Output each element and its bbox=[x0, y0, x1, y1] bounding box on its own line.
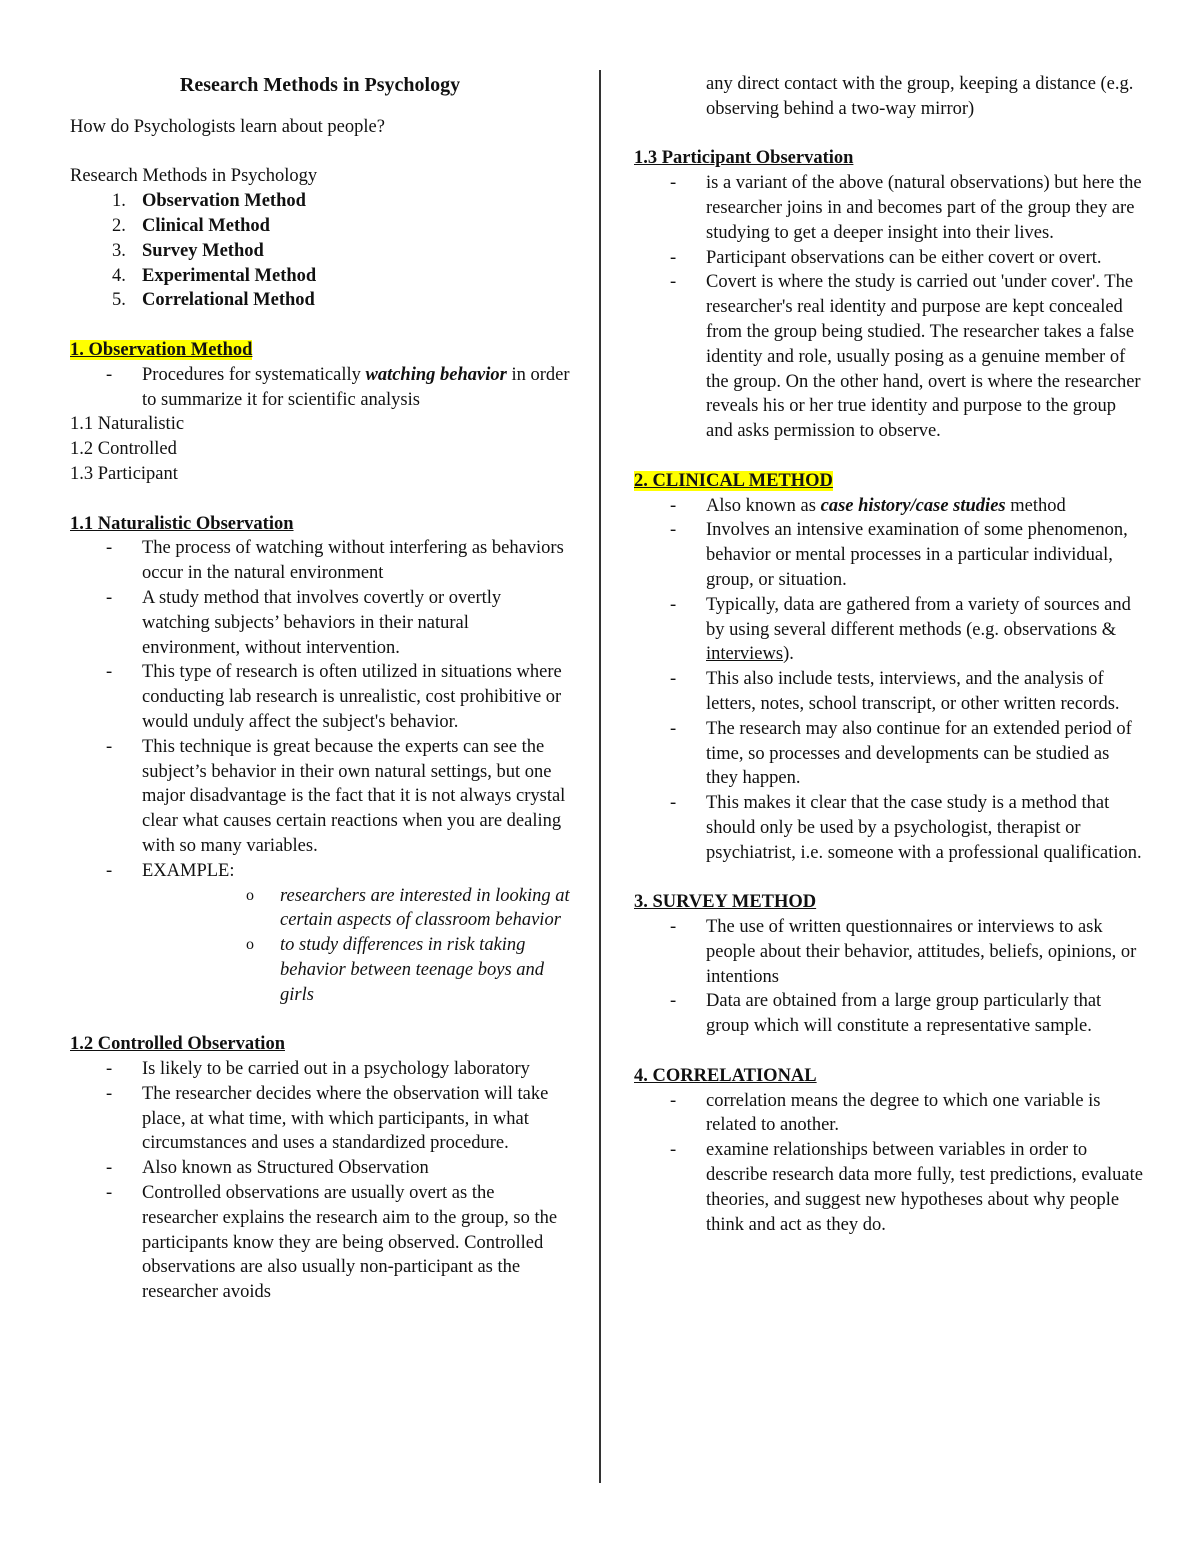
list-item: - Controlled observations are usually overt as the researcher explains the research aim to the group, so the participants know they are being observed. Controlled observations are also usually non-participant as the researcher avoids bbox=[70, 1181, 570, 1305]
method-item: 5. Correlational Method bbox=[112, 290, 315, 311]
list-item: - Involves an intensive examination of some phenomenon, behavior or mental processes in a particular individual, group, or situation. bbox=[634, 518, 1144, 592]
method-item: 4. Experimental Method bbox=[112, 265, 317, 286]
participant-bullets bbox=[634, 171, 1144, 444]
clinical-heading: 2. CLINICAL METHOD bbox=[634, 470, 833, 491]
methods-list-heading: Research Methods in Psychology bbox=[70, 166, 318, 187]
controlled-continuation: any direct contact with the group, keeping a distance (e.g. observing behind a two-way mirror) bbox=[706, 74, 1134, 119]
list-item: - This makes it clear that the case study is a method that should only be used by a psychologist, therapist or psychiatrist, i.e. someone with a professional qualification. bbox=[634, 791, 1144, 865]
interviews-link[interactable]: interviews bbox=[706, 644, 784, 665]
correlational-heading: 4. CORRELATIONAL bbox=[634, 1065, 817, 1086]
observation-definition: - Procedures for systematically watching behavior in order to summarize it for scientific analysis bbox=[70, 363, 570, 413]
list-item: - Covert is where the study is carried out 'under cover'. The researcher's real identity and purpose are kept concealed from the group being studied. The researcher takes a false identity and role, usually posing as a genuine member of the group. On the other hand, overt is where the researcher reveals his or her true identity and purpose to the group and asks permission to observe. bbox=[634, 270, 1144, 444]
clinical-bullets bbox=[634, 494, 1144, 866]
controlled-bullets bbox=[70, 1057, 570, 1305]
participant-heading: 1.3 Participant Observation bbox=[634, 148, 854, 169]
method-item: 3. Survey Method bbox=[112, 240, 264, 261]
list-item: - This type of research is often utilized in situations where conducting lab research is unrealistic, cost prohibitive or would unduly affect the subject's behavior. bbox=[70, 660, 570, 734]
list-item: - Also known as Structured Observation bbox=[70, 1156, 570, 1181]
right-column bbox=[634, 72, 1144, 1237]
list-item: - The use of written questionnaires or interviews to ask people about their behavior, attitudes, beliefs, opinions, or intentions bbox=[634, 915, 1144, 989]
left-column bbox=[70, 73, 570, 1305]
list-item: - The process of watching without interfering as behaviors occur in the natural environment bbox=[70, 536, 570, 586]
subtype-controlled: 1.2 Controlled bbox=[70, 439, 177, 460]
list-item: - Participant observations can be either covert or overt. bbox=[634, 246, 1144, 271]
list-item: - correlation means the degree to which one variable is related to another. bbox=[634, 1089, 1144, 1139]
survey-bullets bbox=[634, 915, 1144, 1039]
correlational-bullets bbox=[634, 1089, 1144, 1238]
list-item: - Data are obtained from a large group particularly that group which will constitute a representative sample. bbox=[634, 989, 1144, 1039]
list-item: - A study method that involves covertly or overtly watching subjects’ behaviors in their natural environment, without intervention. bbox=[70, 586, 570, 660]
subtype-naturalistic: 1.1 Naturalistic bbox=[70, 414, 185, 435]
example-item: o researchers are interested in looking at certain aspects of classroom behavior bbox=[70, 884, 570, 934]
document-title: Research Methods in Psychology bbox=[179, 74, 461, 96]
list-item: - Is likely to be carried out in a psychology laboratory bbox=[70, 1057, 570, 1082]
list-item: - The research may also continue for an extended period of time, so processes and developments can be studied as they happen. bbox=[634, 717, 1144, 791]
intro-question: How do Psychologists learn about people? bbox=[70, 116, 385, 137]
list-item: - examine relationships between variables in order to describe research data more fully, test predictions, evaluate theories, and suggest new hypotheses about why people think and act as they do. bbox=[634, 1138, 1144, 1237]
list-item: - The researcher decides where the observation will take place, at what time, with which participants, in what circumstances and uses a standardized procedure. bbox=[70, 1082, 570, 1156]
method-item: 2. Clinical Method bbox=[112, 215, 270, 236]
method-item: 1. Observation Method bbox=[112, 191, 306, 212]
column-divider bbox=[599, 70, 601, 1483]
list-item: - Typically, data are gathered from a variety of sources and by using several different methods (e.g. observations & interviews). bbox=[634, 593, 1144, 667]
example-item: o to study differences in risk taking behavior between teenage boys and girls bbox=[70, 933, 570, 1007]
survey-heading: 3. SURVEY METHOD bbox=[634, 892, 817, 913]
methods-list bbox=[70, 189, 570, 313]
observation-bullets bbox=[70, 363, 570, 413]
naturalistic-examples bbox=[70, 884, 570, 1008]
naturalistic-bullets bbox=[70, 536, 570, 883]
list-item: - EXAMPLE: bbox=[70, 859, 570, 884]
controlled-heading: 1.2 Controlled Observation bbox=[70, 1034, 285, 1055]
observation-method-heading: 1. Observation Method bbox=[70, 339, 253, 360]
list-item: - This technique is great because the experts can see the subject’s behavior in their own natural settings, but one major disadvantage is the fact that it is not always crystal clear what causes certain reactions when you are dealing with so many variables. bbox=[70, 735, 570, 859]
list-item: - is a variant of the above (natural observations) but here the researcher joins in and becomes part of the group they are studying to get a deeper insight into their lives. bbox=[634, 171, 1144, 245]
naturalistic-heading: 1.1 Naturalistic Observation bbox=[70, 513, 294, 534]
list-item: - This also include tests, interviews, and the analysis of letters, notes, school transcript, or other written records. bbox=[634, 667, 1144, 717]
subtype-participant: 1.3 Participant bbox=[70, 463, 178, 484]
list-item: - Also known as case history/case studies method bbox=[634, 494, 1144, 519]
